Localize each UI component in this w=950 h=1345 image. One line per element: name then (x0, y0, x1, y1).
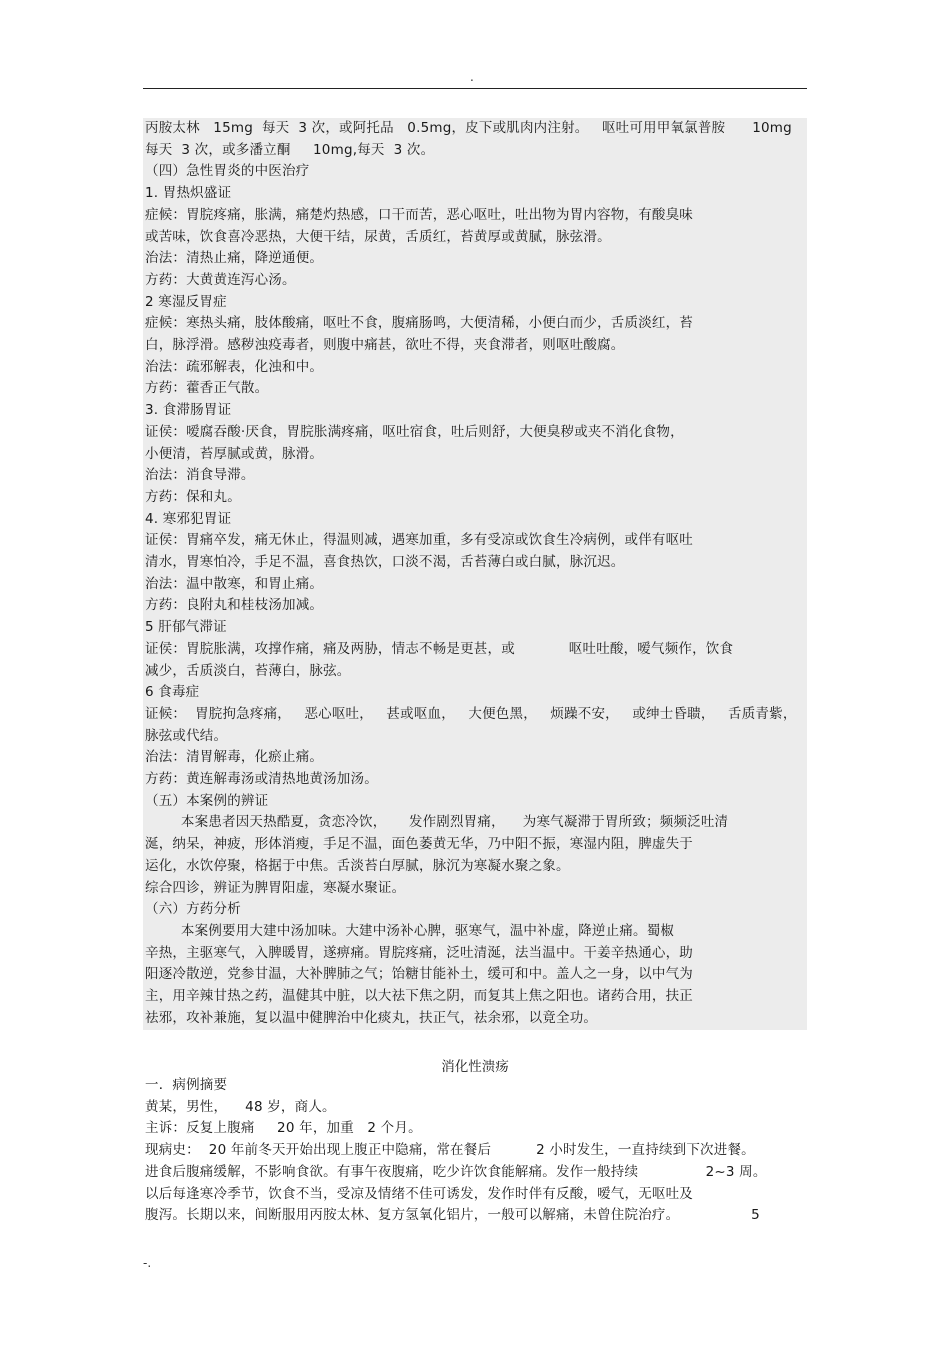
text-line: 辛热，主驱寒气，入脾暖胃，遂痹痛。胃脘疼痛，泛吐清涎，法当温中。干姜辛热通心，助 (145, 944, 693, 961)
text-line: 证侯：胃痛卒发，痛无休止，得温则减，遇寒加重，多有受凉或饮食生冷病例，或伴有呕吐 (145, 532, 693, 549)
text-line: 清水，胃寒怕冷，手足不温，喜食热饮，口淡不渴，舌苔薄白或白腻，脉沉迟。 (145, 554, 625, 570)
text-line: 方药：藿香正气散。 (145, 380, 269, 397)
text-line: 运化，水饮停聚，格据于中焦。舌淡苔白厚腻，脉沉为寒凝水聚之象。 (145, 857, 570, 874)
text-line: 黄某，男性， 48 岁，商人。 (145, 1098, 336, 1115)
text-line: 治法：温中散寒，和胃止痛。 (145, 575, 324, 592)
footer-mark: -. (143, 1256, 152, 1270)
text-line: （四）急性胃炎的中医治疗 (145, 163, 310, 180)
text-line: 5 肝郁气滞证 (145, 619, 227, 636)
text-line: 方药：良附丸和桂枝汤加减。 (145, 597, 324, 614)
header-mark: . (470, 70, 474, 84)
text-line: （六）方药分析 (145, 901, 241, 918)
text-line: 方药：黄连解毒汤或清热地黄汤加汤。 (145, 771, 378, 787)
text-line: （五）本案例的辨证 (145, 792, 269, 809)
text-line: 或苦味，饮食喜冷恶热，大便干结，尿黄，舌质红，苔黄厚或黄腻，脉弦滑。 (145, 228, 611, 245)
text-line: 治法：疏邪解表，化浊和中。 (145, 358, 324, 375)
text-line: 每天 3 次，或多潘立酮 10mg,每天 3 次。 (145, 141, 435, 158)
text-line: 6 食毒症 (145, 684, 200, 701)
text-line: 本案例要用大建中汤加味。大建中汤补心脾，驱寒气，温中补虚，降逆止痛。蜀椒 (145, 922, 675, 939)
text-line: 涎，纳呆，神疲，形体消瘦，手足不温，面色萎黄无华，乃中阳不振，寒湿内阻，脾虚失于 (145, 836, 693, 853)
text-line: 4. 寒邪犯胃证 (145, 510, 232, 527)
section-title: 消化性溃疡 (441, 1059, 509, 1075)
text-line: 主，用辛辣甘热之药，温健其中脏，以大祛下焦之阴，而复其上焦之阳也。诸药合用，扶正 (145, 988, 693, 1004)
text-line: 综合四诊，辨证为脾胃阳虚，寒凝水聚证。 (145, 879, 406, 896)
text-line: 祛邪，攻补兼施，复以温中健脾治中化痰丸，扶正气，祛余邪，以竟全功。 (145, 1009, 598, 1026)
text-line: 证侯：嗳腐吞酸·厌食，胃脘胀满疼痛，呕吐宿食，吐后则舒，大便臭秽或夹不消化食物， (145, 423, 684, 440)
text-line: 白，脉浮滑。感秽浊疫毒者，则腹中痛甚，欲吐不得，夹食滞者，则呕吐酸腐。 (145, 337, 625, 353)
text-line: 症候：寒热头痛，肢体酸痛，呕吐不食，腹痛肠鸣，大便清稀，小便白而少，舌质淡红，苔 (145, 315, 693, 332)
text-line: 证候： 胃脘拘急疼痛， 恶心呕吐， 甚或呕血， 大便色黑， 烦躁不安， 或绅士昏聩， 舌质青紫， (145, 705, 797, 722)
text-line: 主诉：反复上腹痛 20 年，加重 2 个月。 (145, 1120, 422, 1137)
text-line: 2 寒湿反胃症 (145, 293, 227, 310)
text-line: 进食后腹痛缓解，不影响食欲。有事午夜腹痛，吃少许饮食能解痛。发作一般持续 2~3 周。 (145, 1163, 767, 1180)
text-line: 治法：清胃解毒，化瘀止痛。 (145, 749, 324, 766)
text-line: 腹泻。长期以来，间断服用丙胺太林、复方氢氧化铝片，一般可以解痛，未曾住院治疗。 5 (145, 1207, 760, 1224)
text-line: 一．病例摘要 (145, 1077, 228, 1093)
text-line: 方药：大黄黄连泻心汤。 (145, 271, 296, 288)
text-line: 以后每逢寒冷季节，饮食不当，受凉及情绪不佳可诱发，发作时伴有反酸，嗳气，无呕吐及 (145, 1185, 693, 1202)
text-line: 方药：保和丸。 (145, 488, 241, 505)
text-line: 治法：清热止痛，降逆通便。 (145, 250, 324, 267)
text-line: 丙胺太林 15mg 每天 3 次，或阿托品 0.5mg，皮下或肌肉内注射。 呕吐可用甲氧氯普胺 10mg (145, 120, 792, 136)
text-line: 本案患者因天热酷夏，贪恋冷饮， 发作剧烈胃痛， 为寒气凝滞于胃所致；频频泛吐清 (145, 814, 729, 831)
text-line: 现病史： 20 年前冬天开始出现上腹正中隐痛，常在餐后 2 小时发生，一直持续到下次进餐。 (145, 1142, 755, 1159)
text-line: 治法：消食导滞。 (145, 467, 255, 484)
text-line: 小便清，苔厚腻或黄，脉滑。 (145, 445, 324, 462)
text-line: 证侯：胃脘胀满，攻撑作痛，痛及两胁，情志不畅是更甚，或 呕吐吐酸，嗳气频作，饮食 (145, 640, 734, 657)
text-line: 减少，舌质淡白，苔薄白，脉弦。 (145, 662, 351, 679)
header-rule (143, 88, 807, 89)
text-line: 3. 食滞肠胃证 (145, 402, 232, 419)
text-line: 脉弦或代结。 (145, 727, 228, 744)
text-line: 1. 胃热炽盛证 (145, 185, 232, 202)
text-line: 症候：胃脘疼痛，胀满，痛楚灼热感，口干而苦，恶心呕吐，吐出物为胃内容物，有酸臭味 (145, 206, 693, 223)
text-line: 阳逐冷散逆，党参甘温，大补脾肺之气；饴糖甘能补土，缓可和中。盖人之一身，以中气为 (145, 966, 693, 983)
